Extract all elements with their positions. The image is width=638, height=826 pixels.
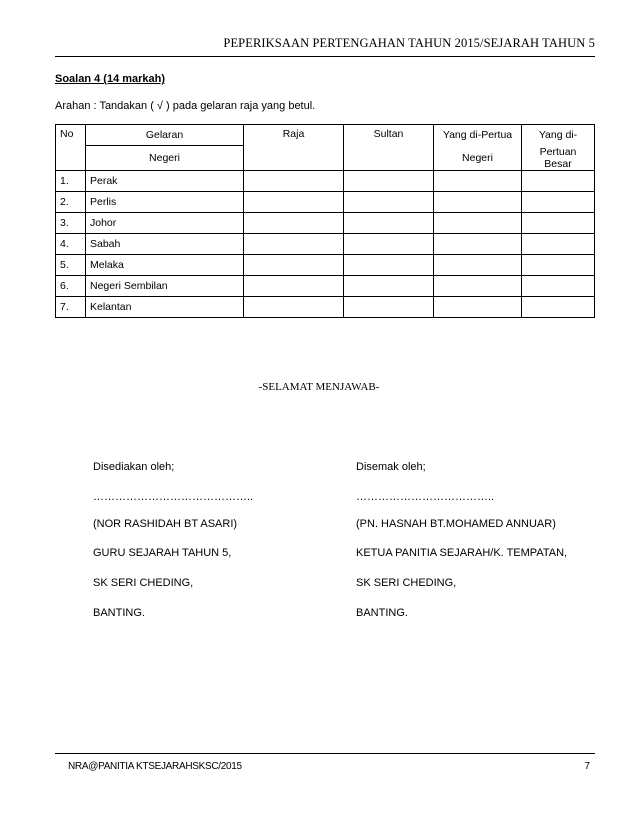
- answer-cell-ydp[interactable]: [434, 296, 522, 317]
- answer-table: [55, 124, 595, 318]
- prepared-town: BANTING.: [93, 607, 145, 619]
- row-number: 5.: [56, 254, 86, 275]
- header-sultan: Sultan: [344, 125, 434, 171]
- answer-cell-raja[interactable]: [244, 233, 344, 254]
- row-negeri: Perak: [86, 170, 244, 191]
- answer-cell-ydpb[interactable]: [522, 275, 595, 296]
- answer-cell-ydp[interactable]: [434, 191, 522, 212]
- row-negeri: Negeri Sembilan: [86, 275, 244, 296]
- table-row: [56, 212, 595, 233]
- prepared-position: GURU SEJARAH TAHUN 5,: [93, 547, 232, 559]
- answer-cell-sultan[interactable]: [344, 275, 434, 296]
- row-negeri: Kelantan: [86, 296, 244, 317]
- header-raja: Raja: [244, 125, 344, 171]
- prepared-school: SK SERI CHEDING,: [93, 577, 194, 589]
- answer-cell-raja[interactable]: [244, 212, 344, 233]
- answer-cell-ydpb[interactable]: [522, 212, 595, 233]
- row-number: 2.: [56, 191, 86, 212]
- answer-cell-ydpb[interactable]: [522, 170, 595, 191]
- checked-name: (PN. HASNAH BT.MOHAMED ANNUAR): [356, 518, 556, 530]
- answer-cell-raja[interactable]: [244, 254, 344, 275]
- answer-cell-sultan[interactable]: [344, 233, 434, 254]
- row-number: 3.: [56, 212, 86, 233]
- header-no: No: [56, 125, 86, 171]
- checked-town: BANTING.: [356, 607, 408, 619]
- header-gelaran-negeri: Negeri: [86, 146, 244, 171]
- header-ydp-top: Yang di-Pertua: [434, 125, 522, 146]
- answer-cell-ydp[interactable]: [434, 212, 522, 233]
- answer-cell-raja[interactable]: [244, 296, 344, 317]
- question-title: Soalan 4 (14 markah): [55, 73, 166, 85]
- answer-cell-ydp[interactable]: [434, 170, 522, 191]
- prepared-name: (NOR RASHIDAH BT ASARI): [93, 518, 238, 530]
- row-negeri: Perlis: [86, 191, 244, 212]
- row-negeri: Melaka: [86, 254, 244, 275]
- table-row: [56, 233, 595, 254]
- prepared-signature-line: ……………………………………..: [93, 491, 254, 503]
- header-gelaran: Gelaran: [86, 125, 244, 146]
- table-row: [56, 296, 595, 317]
- row-number: 7.: [56, 296, 86, 317]
- answer-cell-raja[interactable]: [244, 275, 344, 296]
- answer-cell-ydpb[interactable]: [522, 254, 595, 275]
- answer-cell-sultan[interactable]: [344, 212, 434, 233]
- page-header: PEPERIKSAAN PERTENGAHAN TAHUN 2015/SEJARAH TAHUN 5: [223, 36, 595, 50]
- answer-cell-sultan[interactable]: [344, 191, 434, 212]
- footer-text: NRA@PANITIA KTSEJARAHSKSC/2015: [68, 761, 242, 772]
- table-row: [56, 275, 595, 296]
- answer-cell-raja[interactable]: [244, 170, 344, 191]
- answer-cell-ydpb[interactable]: [522, 233, 595, 254]
- answer-cell-sultan[interactable]: [344, 170, 434, 191]
- answer-cell-sultan[interactable]: [344, 254, 434, 275]
- question-instruction: Arahan : Tandakan ( √ ) pada gelaran raja yang betul.: [55, 100, 316, 112]
- checked-signature-line: ………………………………..: [356, 491, 495, 503]
- checked-position: KETUA PANITIA SEJARAH/K. TEMPATAN,: [356, 547, 568, 559]
- row-number: 4.: [56, 233, 86, 254]
- checked-label: Disemak oleh;: [356, 461, 426, 473]
- table-row: [56, 170, 595, 191]
- row-negeri: Johor: [86, 212, 244, 233]
- prepared-label: Disediakan oleh;: [93, 461, 175, 473]
- row-negeri: Sabah: [86, 233, 244, 254]
- header-rule: [55, 56, 595, 57]
- answer-cell-ydp[interactable]: [434, 233, 522, 254]
- header-ydpb-bottom: Pertuan Besar: [522, 146, 595, 171]
- row-number: 6.: [56, 275, 86, 296]
- header-ydpb-top: Yang di-: [522, 125, 595, 146]
- answer-cell-ydp[interactable]: [434, 275, 522, 296]
- answer-cell-ydpb[interactable]: [522, 191, 595, 212]
- header-ydp-bottom: Negeri: [434, 146, 522, 171]
- row-number: 1.: [56, 170, 86, 191]
- footer-rule: [55, 753, 595, 754]
- answer-cell-ydp[interactable]: [434, 254, 522, 275]
- table-row: [56, 191, 595, 212]
- table-row: [56, 254, 595, 275]
- table-header-row: [56, 125, 595, 146]
- page-number: 7: [584, 761, 590, 772]
- answer-cell-raja[interactable]: [244, 191, 344, 212]
- closing-text: -SELAMAT MENJAWAB-: [258, 381, 380, 393]
- answer-cell-ydpb[interactable]: [522, 296, 595, 317]
- checked-school: SK SERI CHEDING,: [356, 577, 457, 589]
- answer-cell-sultan[interactable]: [344, 296, 434, 317]
